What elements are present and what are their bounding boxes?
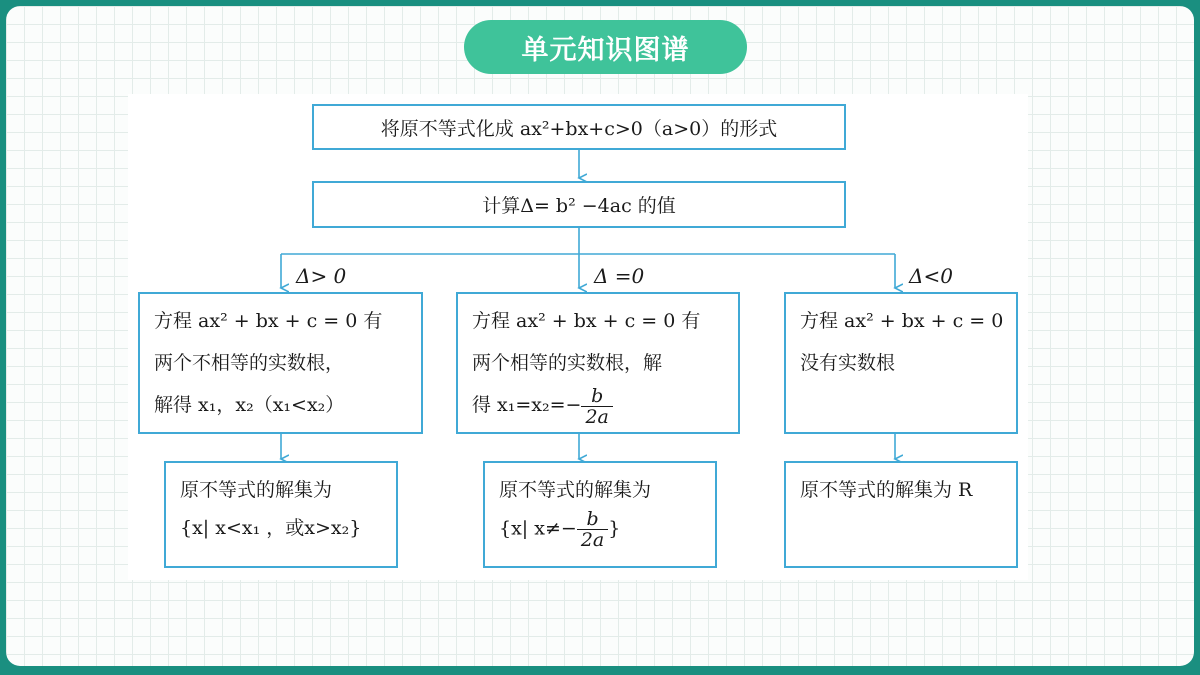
result-zero-fraction (577, 509, 608, 550)
step-discriminant-box (312, 181, 846, 228)
result-positive-line-2: {x| x<x₁ ，或x>x₂} (180, 517, 362, 539)
case-zero-fraction (581, 386, 612, 427)
case-positive-box (138, 292, 423, 434)
branch-label-positive: Δ> 0 (296, 264, 347, 288)
slide-frame (6, 6, 1194, 666)
case-negative-line-1: 方程 ax² + bx + c = 0 (800, 310, 1004, 332)
case-zero-line-1: 方程 ax² + bx + c = 0 有 (472, 310, 701, 332)
case-negative-box (784, 292, 1018, 434)
case-zero-box (456, 292, 740, 434)
case-negative-line-2: 没有实数根 (800, 352, 896, 374)
result-zero-line-2-text: {x| x≠− (499, 517, 577, 540)
result-zero-fraction-num: b (577, 509, 608, 530)
case-positive-line-2: 两个不相等的实数根， (154, 352, 345, 374)
case-zero-fraction-num: b (581, 386, 612, 407)
result-zero-line-1: 原不等式的解集为 (499, 479, 652, 501)
branch-label-negative: Δ<0 (909, 264, 953, 288)
step-discriminant-text: 计算Δ= b² −4ac 的值 (482, 195, 676, 217)
case-zero-fraction-den: 2a (585, 405, 609, 428)
case-zero-line-3 (472, 384, 728, 427)
branch-label-zero: Δ =0 (594, 264, 645, 288)
flowchart (128, 94, 1028, 580)
case-positive-line-3: 解得 x₁，x₂（x₁<x₂） (154, 394, 345, 416)
result-positive-box (164, 461, 398, 568)
case-zero-line-2: 两个相等的实数根，解 (472, 352, 663, 374)
case-positive-line-1: 方程 ax² + bx + c = 0 有 (154, 310, 383, 332)
result-negative-box (784, 461, 1018, 568)
result-negative-line-1: 原不等式的解集为 R (800, 479, 973, 501)
case-zero-line-3-text: 得 x₁=x₂=− (472, 394, 582, 416)
result-zero-close: } (608, 517, 621, 540)
step-standard-form-text: 将原不等式化成 ax²+bx+c>0（a>0）的形式 (380, 117, 778, 140)
result-zero-box (483, 461, 717, 568)
slide-title: 单元知识图谱 (464, 20, 747, 74)
result-zero-fraction-den: 2a (580, 529, 605, 551)
step-standard-form-box (312, 104, 846, 150)
result-zero-line-2 (499, 509, 705, 550)
result-positive-line-1: 原不等式的解集为 (180, 479, 333, 501)
